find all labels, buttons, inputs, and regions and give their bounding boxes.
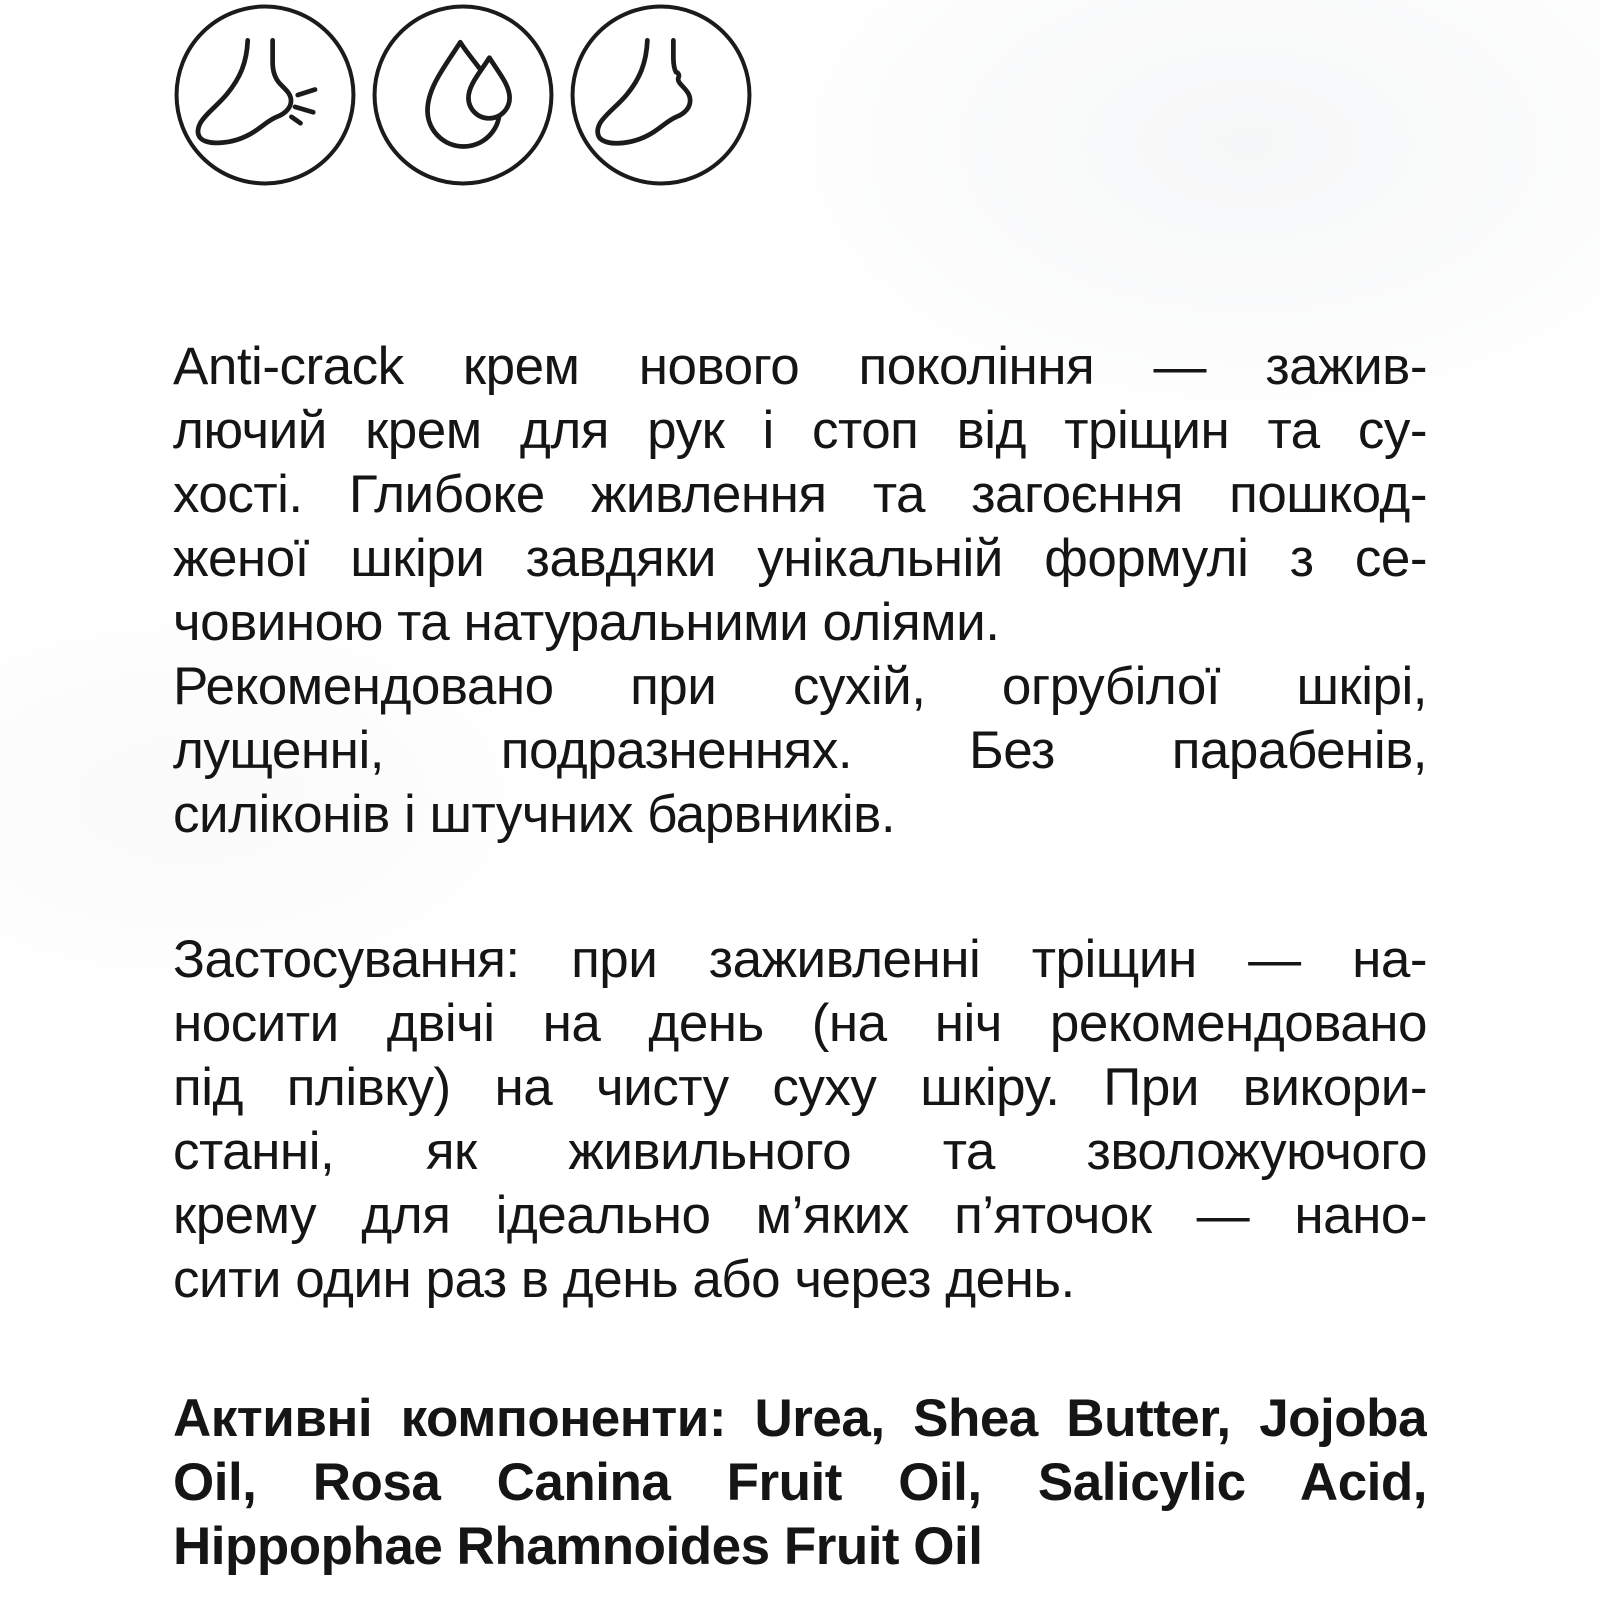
- description-line: Anti-crack крем нового покоління — зажив-: [173, 337, 1427, 396]
- cracked-heel-icon: [174, 4, 356, 186]
- description-line: лючий крем для рук і стоп від тріщин та су-: [173, 401, 1427, 460]
- description-line: Активні компоненти: Urea, Shea Butter, Jojoba: [173, 1389, 1427, 1448]
- smooth-heel-icon: [570, 4, 752, 186]
- description-line: станні, як живильного та зволожуючого: [173, 1122, 1427, 1181]
- description-line: Застосування: при заживленні тріщин — на-: [173, 930, 1427, 989]
- description-line: Oil, Rosa Canina Fruit Oil, Salicylic Acid,: [173, 1453, 1427, 1512]
- description-line: під плівку) на чисту суху шкіру. При викори-: [173, 1058, 1427, 1117]
- description-line: крему для ідеально м’яких п’яточок — нано-: [173, 1186, 1427, 1245]
- water-drops-icon: [372, 4, 554, 186]
- description-line: сити один раз в день або через день.: [173, 1250, 1075, 1309]
- description: [173, 335, 1427, 1579]
- paragraph: [173, 655, 1427, 847]
- paragraph: [173, 335, 1427, 655]
- description-line: женої шкіри завдяки унікальній формулі з се-: [173, 529, 1427, 588]
- benefit-icons: [174, 4, 752, 186]
- description-line: носити двічі на день (на ніч рекомендовано: [173, 994, 1427, 1053]
- description-line: Hippophae Rhamnoides Fruit Oil: [173, 1517, 983, 1576]
- description-line: човиною та натуральними оліями.: [173, 593, 1000, 652]
- description-line: хості. Глибоке живлення та загоєння пошкод-: [173, 465, 1427, 524]
- paragraph: [173, 928, 1427, 1312]
- paragraph: [173, 1387, 1427, 1579]
- description-line: силіконів і штучних барвників.: [173, 785, 896, 844]
- description-line: Рекомендовано при сухій, огрубілої шкірі,: [173, 657, 1427, 716]
- description-line: лущенні, подразненнях. Без парабенів,: [173, 721, 1427, 780]
